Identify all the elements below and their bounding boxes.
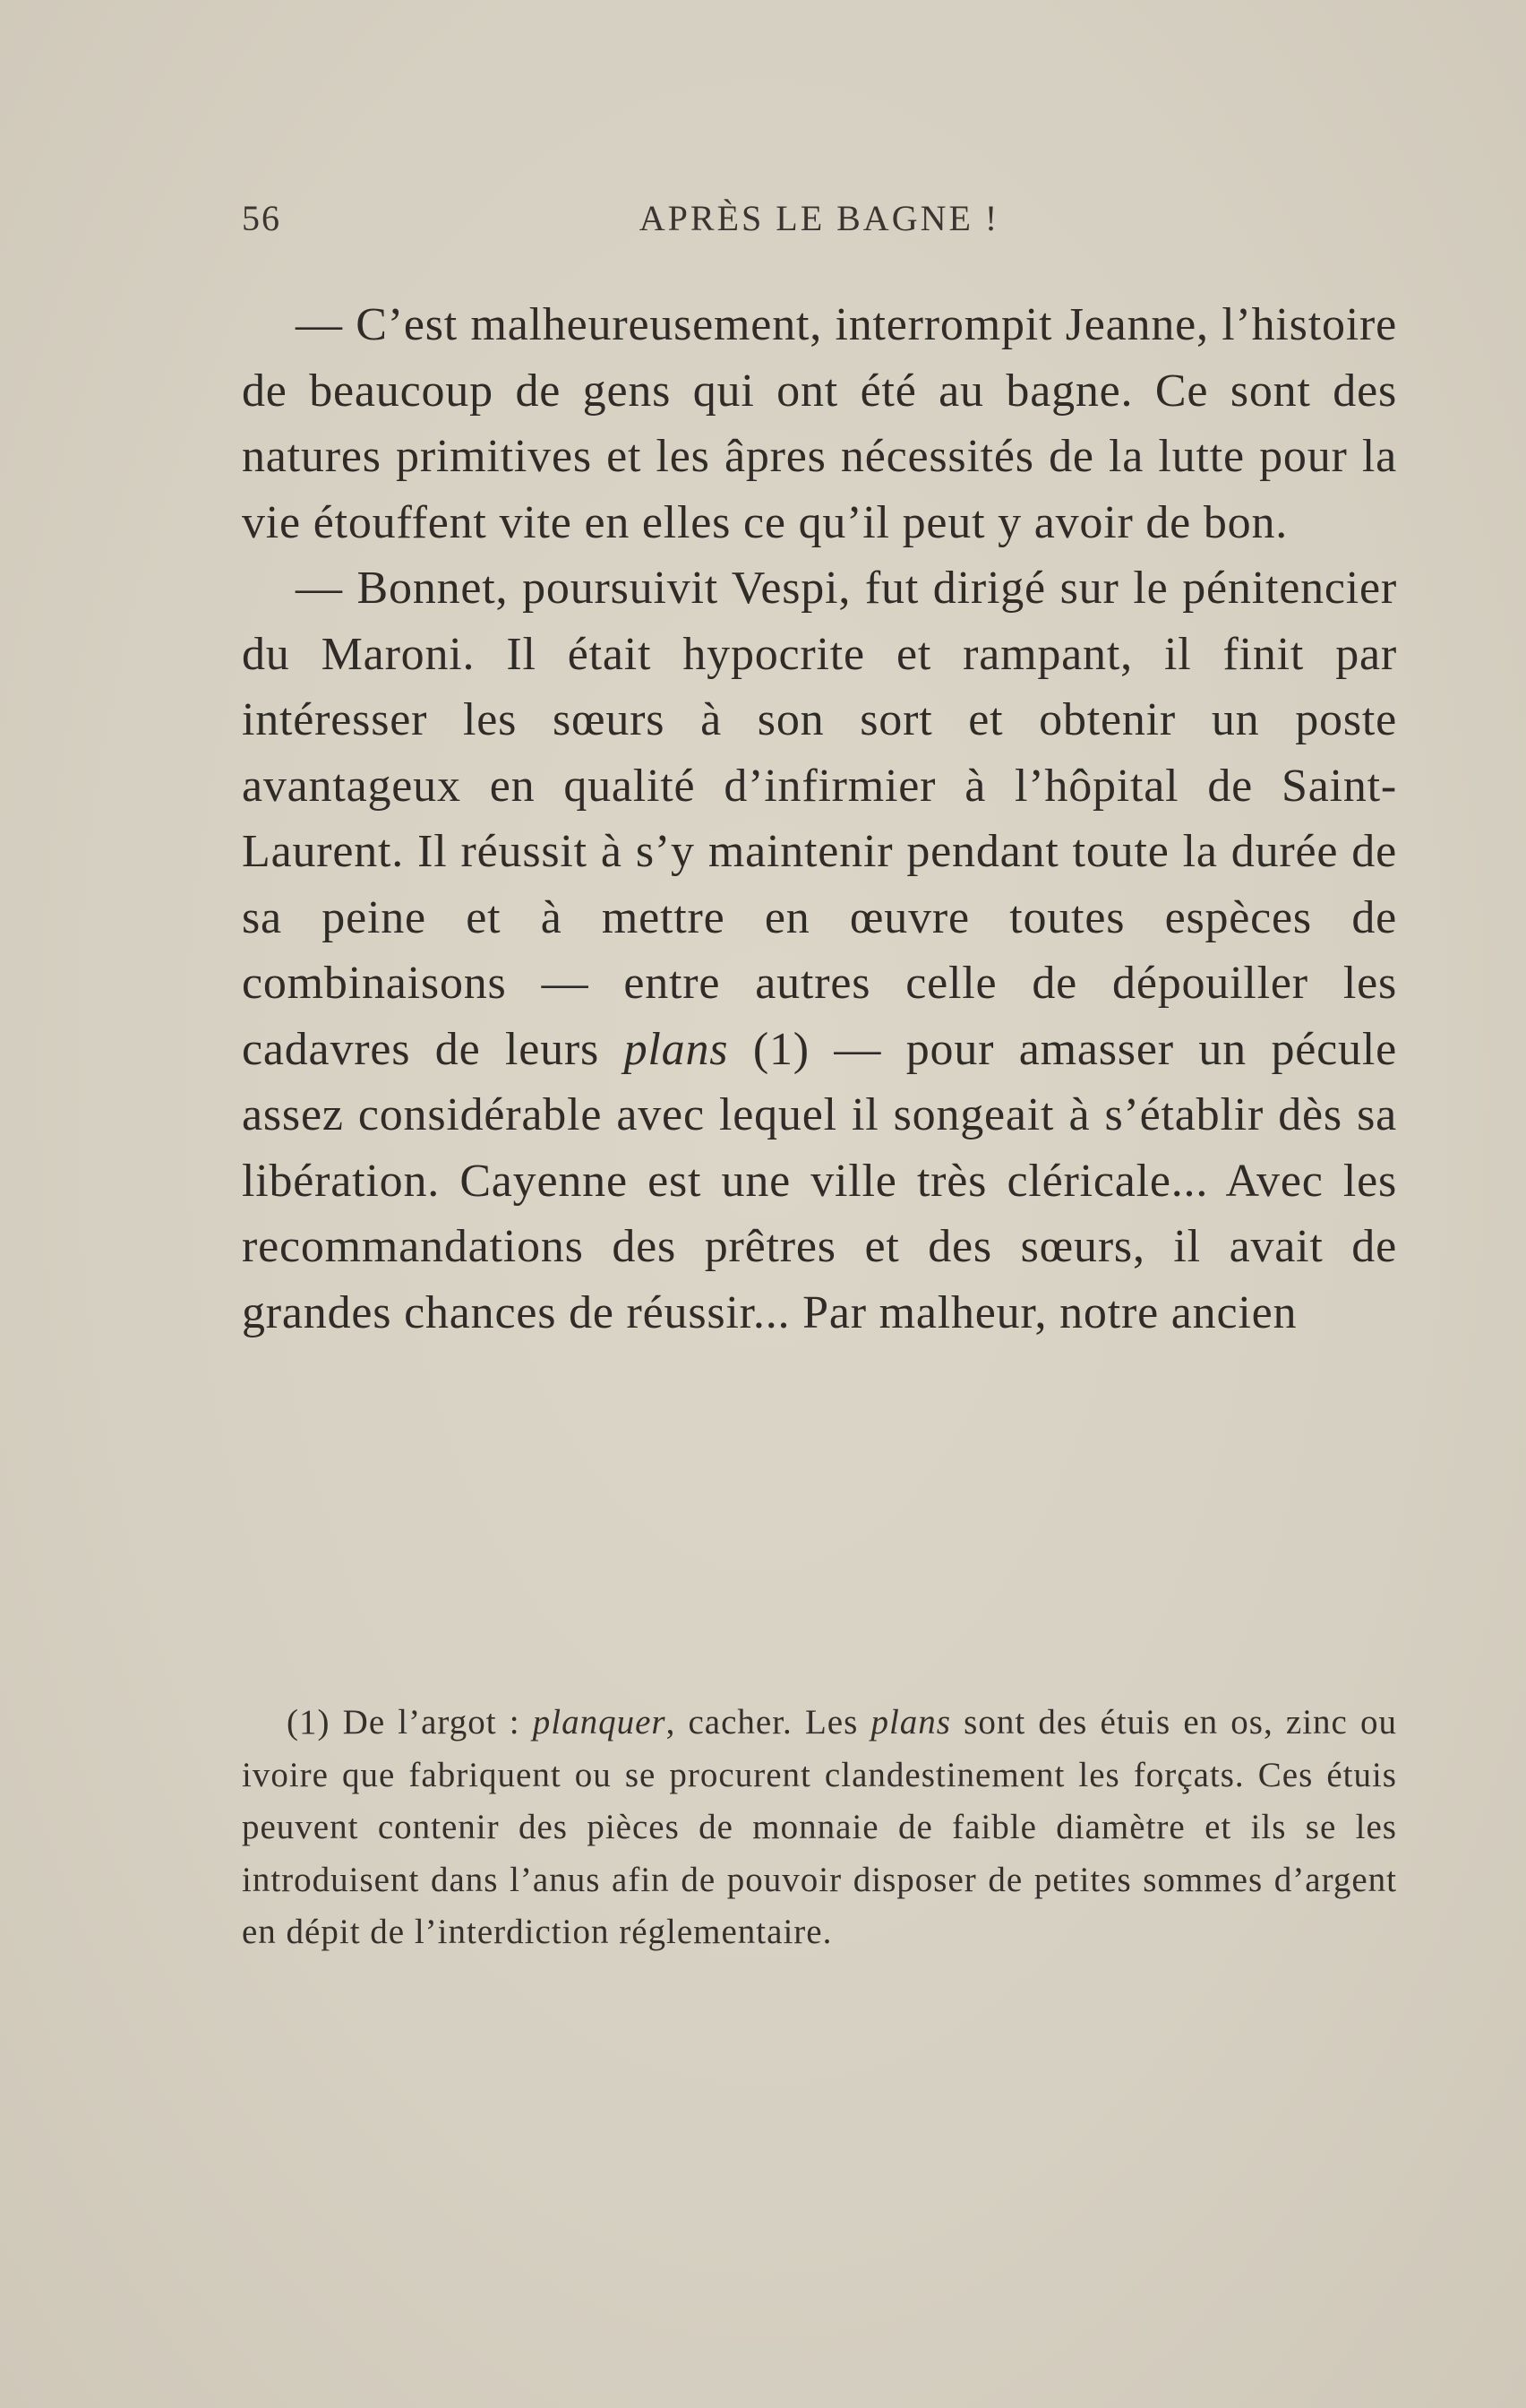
footnote-text-c: sont des étuis en os, zinc ou ivoire que fabriquent ou se procurent clandestinement les forçats. Ces étuis peuvent contenir des pièces de monnaie de faible diamètre et ils se les introduisent dans l’anus afin de pouvoir disposer de petites sommes d’argent en dépit de l’interdiction réglementaire. <box>242 1703 1398 1951</box>
italic-term-plans: plans <box>623 1023 729 1075</box>
footnote-text-b: , cacher. Les <box>665 1703 859 1742</box>
footnote-1 <box>242 1697 1397 1959</box>
running-head <box>242 197 1397 242</box>
footnote-text-a: De l’argot : <box>342 1703 520 1742</box>
footnote-marker: (1) <box>287 1703 330 1742</box>
body-text <box>242 292 1397 1346</box>
page-number: 56 <box>242 198 281 238</box>
footnote-italic-planquer: planquer <box>532 1703 666 1742</box>
paragraph-2 <box>242 555 1397 1346</box>
footnote-reference: (1) <box>752 1023 810 1075</box>
paragraph-1: — C’est malheureusement, interrompit Jeanne, l’histoire de beaucoup de gens qui ont été au bagne. Ce sont des natures primitives et les âpres nécessités de la lutte pour la vie étouffent vite en elles ce qu’il peut y avoir de bon. <box>242 299 1397 548</box>
footnotes <box>242 1697 1397 1959</box>
paragraph-2-text-b: — pour amasser un pécule assez considérable avec lequel il songeait à s’établir dès sa libération. Cayenne est une ville très cléricale... Avec les recommandations des prêtres et des sœurs, il avait de grandes chances de réussir... Par malheur, notre ancien <box>242 1023 1397 1338</box>
paragraph-2-text-a: — Bonnet, poursuivit Vespi, fut dirigé sur le pénitencier du Maroni. Il était hypocrite et rampant, il finit par intéresser les sœurs à son sort et obtenir un poste avantageux en qualité d’infirmier à l’hôpital de Saint-Laurent. Il réussit à s’y maintenir pendant toute la durée de sa peine et à mettre en œuvre toutes espèces de combinaisons — entre autres celle de dépouiller les cadavres de leurs <box>242 563 1397 1075</box>
footnote-italic-plans: plans <box>870 1703 951 1742</box>
running-title: APRÈS LE BAGNE ! <box>639 198 1000 238</box>
